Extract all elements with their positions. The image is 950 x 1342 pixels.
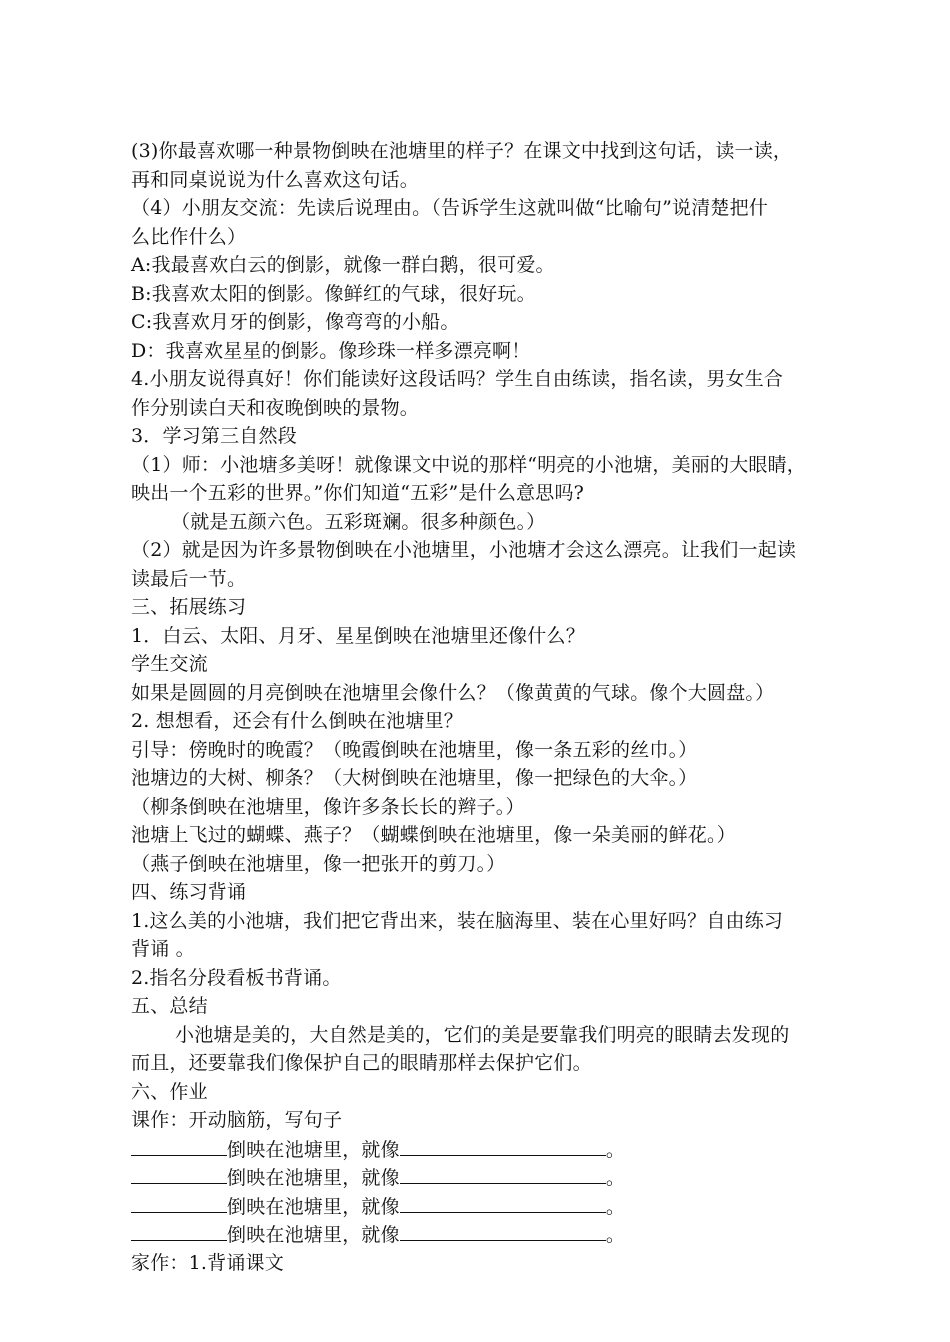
text-line: 么比作什么）: [131, 225, 247, 248]
text-line: 小池塘是美的，大自然是美的，它们的美是要靠我们明亮的眼睛去发现的: [175, 1023, 790, 1046]
text-line: 学生交流: [131, 653, 208, 675]
text-line: (3)你最喜欢哪一种景物倒映在池塘里的样子？在课文中找到这句话，读一读，: [131, 140, 793, 162]
fill-in-end: 。: [605, 1167, 626, 1189]
blank-underline: [400, 1163, 606, 1184]
text-line: C:我喜欢月牙的倒影，像弯弯的小船。: [131, 311, 460, 333]
section-heading: 3．学习第三自然段: [131, 425, 297, 447]
blank-underline: [400, 1135, 606, 1156]
text-line: 课作：开动脑筋，写句子: [131, 1109, 343, 1131]
text-line: 映出一个五彩的世界。”你们知道“五彩”是什么意思吗?: [131, 482, 585, 504]
section-heading: 六、作业: [131, 1080, 208, 1103]
blank-underline: [131, 1220, 227, 1241]
text-line: 池塘边的大树、柳条？（大树倒映在池塘里，像一把绿色的大伞。）: [131, 767, 698, 789]
text-line: （燕子倒映在池塘里，像一把张开的剪刀。）: [131, 852, 506, 875]
text-line: 1.这么美的小池塘，我们把它背出来，装在脑海里、装在心里好吗？自由练习: [131, 909, 784, 932]
fill-in-line: [131, 1192, 861, 1221]
blank-underline: [131, 1163, 227, 1184]
section-heading: 三、拓展练习: [131, 596, 247, 618]
text-line: D：我喜欢星星的倒影。像珍珠一样多漂亮啊！: [131, 339, 531, 362]
blank-underline: [131, 1192, 227, 1213]
text-line: 家作：1.背诵课文: [131, 1251, 284, 1274]
fill-in-text: 倒映在池塘里，就像: [227, 1167, 400, 1189]
text-line: 而且，还要靠我们像保护自己的眼睛那样去保护它们。: [131, 1052, 592, 1074]
text-line: 2. 想想看，还会有什么倒映在池塘里？: [131, 710, 463, 732]
text-line: （就是五颜六色。五彩斑斓。很多种颜色。）: [171, 510, 546, 533]
fill-in-end: 。: [605, 1138, 626, 1161]
blank-underline: [400, 1220, 606, 1241]
text-line: A:我最喜欢白云的倒影，就像一群白鹅，很可爱。: [131, 254, 555, 276]
text-line: B:我喜欢太阳的倒影。像鲜红的气球，很好玩。: [131, 282, 536, 305]
fill-in-line: [131, 1220, 861, 1249]
text-line: 如果是圆圆的月亮倒映在池塘里会像什么？（像黄黄的气球。像个大圆盘。）: [131, 681, 775, 704]
text-line: 1．白云、太阳、月牙、星星倒映在池塘里还像什么？: [131, 624, 585, 647]
text-line: 再和同桌说说为什么喜欢这句话。: [131, 168, 420, 191]
fill-in-line: [131, 1135, 861, 1164]
section-heading: 五、总结: [131, 995, 208, 1017]
text-line: 背诵 。: [131, 938, 195, 960]
fill-in-text: 倒映在池塘里，就像: [227, 1224, 400, 1246]
fill-in-end: 。: [605, 1224, 626, 1246]
fill-in-text: 倒映在池塘里，就像: [227, 1195, 400, 1218]
text-line: （4）小朋友交流：先读后说理由。（告诉学生这就叫做“比喻句”说清楚把什: [131, 197, 769, 219]
blank-underline: [131, 1135, 227, 1156]
text-line: 4.小朋友说得真好！你们能读好这段话吗？学生自由练读，指名读，男女生合: [131, 368, 784, 390]
text-line: （1）师：小池塘多美呀！就像课文中说的那样“明亮的小池塘，美丽的大眼睛，: [131, 453, 807, 476]
fill-in-end: 。: [605, 1195, 626, 1218]
document-page: [131, 137, 861, 1277]
text-line: 池塘上飞过的蝴蝶、燕子？（蝴蝶倒映在池塘里，像一朵美丽的鲜花。）: [131, 824, 736, 846]
fill-in-line: [131, 1163, 861, 1192]
text-line: （2）就是因为许多景物倒映在小池塘里，小池塘才会这么漂亮。让我们一起读: [131, 539, 797, 561]
fill-in-text: 倒映在池塘里，就像: [227, 1138, 400, 1161]
blank-underline: [400, 1192, 606, 1213]
text-line: 引导：傍晚时的晚霞？（晚霞倒映在池塘里，像一条五彩的丝巾。）: [131, 738, 698, 761]
text-line: 2.指名分段看板书背诵。: [131, 966, 342, 989]
section-heading: 四、练习背诵: [131, 881, 247, 903]
text-line: 读最后一节。: [131, 567, 247, 590]
text-line: （柳条倒映在池塘里，像许多条长长的辫子。）: [131, 795, 525, 818]
text-line: 作分别读白天和夜晚倒映的景物。: [131, 396, 420, 419]
